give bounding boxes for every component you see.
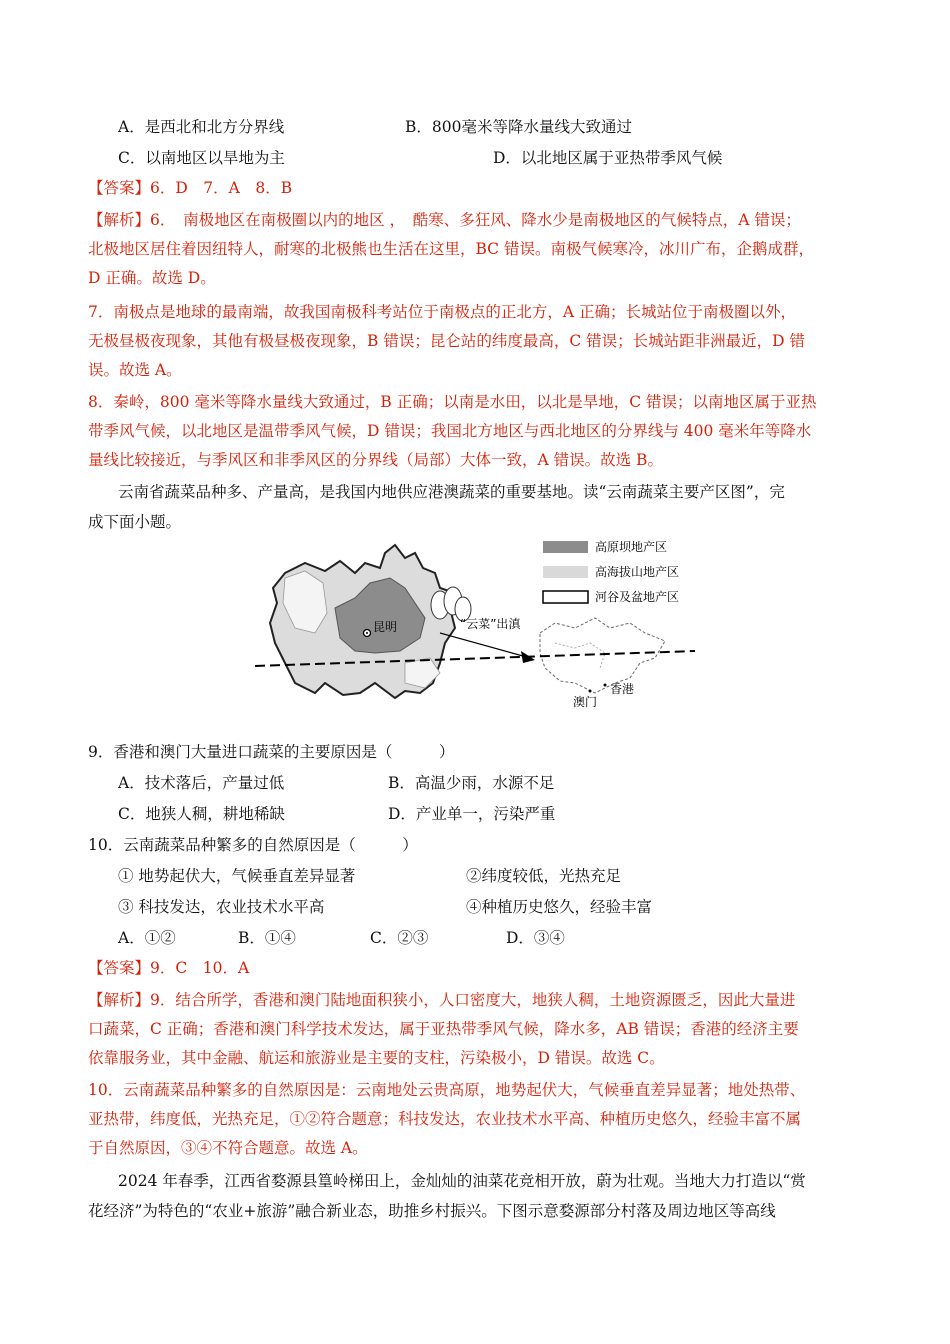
answer-tag: 【答案】: [88, 959, 151, 977]
intro-paragraph: 成下面小题。: [88, 513, 182, 531]
analysis-line: 7．南极点是地球的最南端，故我国南极科考站位于南极点的正北方，A 正确；长城站位于南极圈以外，: [88, 303, 796, 321]
answer-text: 6．D 7．A 8．B: [150, 179, 293, 197]
q8-option-a: A．是西北和北方分界线: [118, 118, 285, 136]
legend-swatch-plateau: [543, 541, 588, 553]
q8-option-b: B．800毫米等降水量线大致通过: [405, 118, 632, 136]
answer-line-1: [88, 178, 292, 198]
analysis-line: 误。故选 A。: [88, 361, 182, 379]
analysis-text: 9．结合所学，香港和澳门陆地面积狭小，人口密度大，地狭人稠，土地资源匮乏，因此大量进: [150, 991, 796, 1009]
analysis-line: 于自然原因，③④不符合题意。故选 A。: [88, 1139, 368, 1157]
intro-paragraph: 云南省蔬菜品种多、产量高，是我国内地供应港澳蔬菜的重要基地。读“云南蔬菜主要产区图”，完: [118, 483, 785, 501]
arrow-label: “云菜”出滇: [460, 617, 521, 631]
q10-option-d: D．③④: [506, 929, 565, 947]
q10-statement-4: ④种植历史悠久，经验丰富: [466, 898, 653, 916]
analysis-line: 北极地区居住着因纽特人，耐寒的北极熊也生活在这里，BC 错误。南极气候寒冷，冰川广布，企鹅成群，: [88, 240, 814, 258]
analysis-line: 量线比较接近，与季风区和非季风区的分界线（局部）大体一致，A 错误。故选 B。: [88, 451, 663, 469]
q10-stem: 10．云南蔬菜品种繁多的自然原因是（ ）: [88, 836, 418, 854]
q9-option-a: A．技术落后，产量过低: [118, 774, 285, 792]
export-arrow: [440, 633, 530, 658]
q10-option-a: A．①②: [118, 929, 176, 947]
macau-label: 澳门: [573, 695, 598, 709]
intro-paragraph: 花经济”为特色的“农业+旅游”融合新业态，助推乡村振兴。下图示意婺源部分村落及周边地区等高线: [88, 1202, 776, 1220]
answer-text: 9．C 10．A: [150, 959, 250, 977]
q10-option-c: C．②③: [370, 929, 429, 947]
analysis-tag: 【解析】: [88, 991, 151, 1009]
analysis-line: [88, 210, 801, 230]
analysis-line: 口蔬菜，C 正确；香港和澳门科学技术发达，属于亚热带季风气候，降水多，AB 错误；香港的经济主要: [88, 1020, 799, 1038]
analysis-line: D 正确。故选 D。: [88, 269, 216, 287]
legend-label: 河谷及盆地产区: [595, 590, 680, 604]
analysis-line: 10．云南蔬菜品种繁多的自然原因是：云南地处云贵高原，地势起伏大，气候垂直差异显著；地处热带、: [88, 1081, 806, 1099]
yunnan-vegetable-map: [255, 533, 695, 718]
q10-statement-2: ②纬度较低，光热充足: [466, 867, 622, 885]
analysis-tag: 【解析】: [88, 211, 151, 229]
q9-option-d: D．产业单一，污染严重: [388, 805, 556, 823]
q10-statement-3: ③ 科技发达，农业技术水平高: [118, 898, 325, 916]
q10-statement-1: ① 地势起伏大，气候垂直差异显著: [118, 867, 356, 885]
analysis-line: 无极昼极夜现象，其他有极昼极夜现象，B 错误；昆仑站的纬度最高，C 错误；长城站距非洲最近，D 错: [88, 332, 805, 350]
analysis-line: 亚热带，纬度低，光热充足，①②符合题意；科技发达，农业技术水平高、种植历史悠久，经验丰富不属: [88, 1110, 802, 1128]
analysis-text: 6． 南极地区在南极圈以内的地区 ， 酷寒、多狂风、降水少是南极地区的气候特点，A 错误；: [150, 211, 801, 229]
legend-label: 高原坝地产区: [595, 540, 668, 554]
q9-stem: 9．香港和澳门大量进口蔬菜的主要原因是（ ）: [88, 743, 455, 761]
intro-paragraph: 2024 年春季，江西省婺源县篁岭梯田上，金灿灿的油菜花竞相开放，蔚为壮观。当地大力打造以“赏: [118, 1172, 806, 1190]
analysis-line: [88, 990, 795, 1010]
kunming-label: 昆明: [373, 620, 398, 634]
analysis-line: 8．秦岭，800 毫米等降水量线大致通过，B 正确；以南是水田，以北是旱地，C 错误；以南地区属于亚热: [88, 393, 817, 411]
analysis-line: 依靠服务业，其中金融、航运和旅游业是主要的支柱，污染极小，D 错误。故选 C。: [88, 1049, 665, 1067]
answer-line-2: [88, 958, 249, 978]
q8-option-c: C．以南地区以旱地为主: [118, 149, 285, 167]
hongkong-label: 香港: [610, 682, 635, 696]
answer-tag: 【答案】: [88, 179, 151, 197]
analysis-line: 带季风气候，以北地区是温带季风气候，D 错误；我国北方地区与西北地区的分界线与 400 毫米年等降水: [88, 422, 812, 440]
q9-option-b: B．高温少雨，水源不足: [388, 774, 555, 792]
legend-label: 高海拔山地产区: [595, 565, 680, 579]
q10-option-b: B．①④: [238, 929, 296, 947]
q8-option-d: D．以北地区属于亚热带季风气候: [493, 149, 723, 167]
legend-swatch-valley: [543, 591, 588, 603]
legend-swatch-mountain: [543, 566, 588, 578]
q9-option-c: C．地狭人稠，耕地稀缺: [118, 805, 285, 823]
